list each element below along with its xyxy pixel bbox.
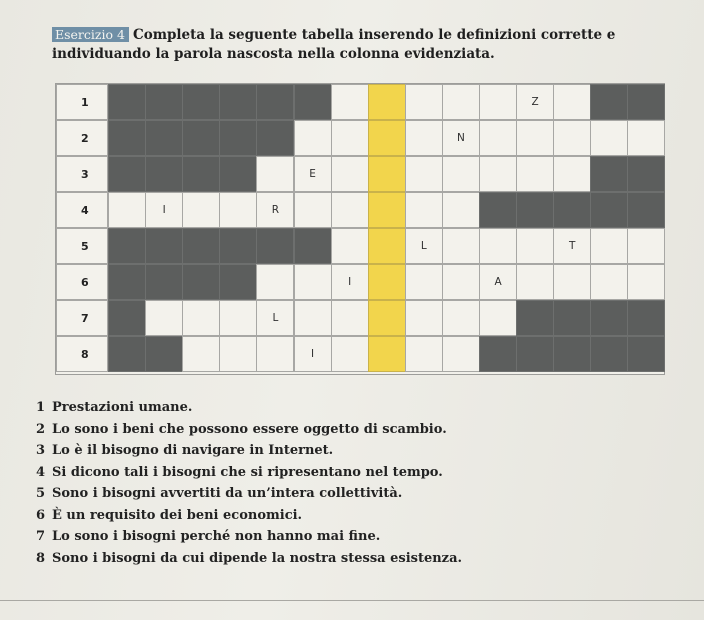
row-number: 1 — [56, 84, 108, 120]
clue-item — [36, 419, 676, 441]
shaded-cell — [145, 228, 183, 264]
shaded-cell — [108, 336, 146, 372]
row-number: 8 — [56, 336, 108, 372]
exercise-header — [52, 26, 692, 64]
clue-text: Lo sono i beni che possono essere oggetto di scambio. — [52, 421, 447, 437]
page-divider — [0, 600, 704, 601]
letter-cell[interactable]: I — [331, 264, 369, 300]
letter-cell[interactable]: I — [294, 336, 332, 372]
shaded-cell — [219, 156, 257, 192]
empty-cell[interactable] — [405, 300, 443, 336]
shaded-cell — [108, 156, 146, 192]
shaded-cell — [145, 264, 183, 300]
empty-cell[interactable] — [331, 156, 369, 192]
empty-cell[interactable] — [479, 300, 517, 336]
exercise-instruction: Completa la seguente tabella inserendo le definizioni corrette e individuando la parola nascosta nella colonna evidenziata. — [52, 27, 616, 62]
empty-cell[interactable] — [442, 264, 480, 300]
shaded-cell — [219, 120, 257, 156]
empty-cell[interactable] — [442, 300, 480, 336]
empty-cell[interactable] — [553, 264, 591, 300]
clue-item — [36, 505, 676, 527]
empty-cell[interactable] — [442, 156, 480, 192]
empty-cell[interactable] — [331, 336, 369, 372]
shaded-cell — [256, 120, 294, 156]
empty-cell[interactable] — [219, 192, 257, 228]
empty-cell[interactable] — [331, 192, 369, 228]
shaded-cell — [182, 156, 220, 192]
shaded-cell — [627, 84, 665, 120]
clue-text: È un requisito dei beni economici. — [52, 507, 303, 523]
clue-number: 6 — [36, 507, 46, 523]
empty-cell[interactable] — [331, 120, 369, 156]
empty-cell[interactable] — [479, 228, 517, 264]
empty-cell[interactable] — [182, 300, 220, 336]
clue-text: Sono i bisogni avvertiti da un’intera collettività. — [52, 486, 403, 501]
row-number: 5 — [56, 228, 108, 264]
empty-cell[interactable] — [256, 156, 294, 192]
empty-cell[interactable] — [553, 84, 591, 120]
shaded-cell — [219, 264, 257, 300]
empty-cell[interactable] — [256, 336, 294, 372]
empty-cell[interactable] — [405, 264, 443, 300]
empty-cell[interactable] — [294, 192, 332, 228]
letter-cell[interactable]: L — [405, 228, 443, 264]
row-number: 6 — [56, 264, 108, 300]
shaded-cell — [182, 264, 220, 300]
clue-number: 1 — [36, 400, 46, 415]
shaded-cell — [145, 84, 183, 120]
empty-cell[interactable] — [405, 120, 443, 156]
clue-number: 2 — [36, 421, 46, 437]
shaded-cell — [553, 192, 591, 228]
empty-cell[interactable] — [256, 264, 294, 300]
clue-number: 5 — [36, 486, 46, 501]
letter-cell[interactable]: L — [256, 300, 294, 336]
empty-cell[interactable] — [108, 192, 146, 228]
highlighted-cell[interactable] — [368, 120, 406, 156]
clue-item — [36, 526, 676, 548]
shaded-cell — [219, 228, 257, 264]
shaded-cell — [108, 120, 146, 156]
clue-item — [36, 440, 676, 462]
highlighted-cell[interactable] — [368, 84, 406, 120]
shaded-cell — [182, 120, 220, 156]
shaded-cell — [145, 156, 183, 192]
clue-number: 4 — [36, 464, 46, 480]
empty-cell[interactable] — [331, 300, 369, 336]
empty-cell[interactable] — [405, 156, 443, 192]
empty-cell[interactable] — [516, 156, 554, 192]
highlighted-cell[interactable] — [368, 228, 406, 264]
empty-cell[interactable] — [219, 300, 257, 336]
shaded-cell — [108, 300, 146, 336]
row-number: 7 — [56, 300, 108, 336]
shaded-cell — [145, 336, 183, 372]
empty-cell[interactable] — [294, 300, 332, 336]
grid-row-8 — [56, 336, 664, 372]
grid-row-4 — [56, 192, 664, 228]
empty-cell[interactable] — [627, 264, 665, 300]
grid-row-7 — [56, 300, 664, 336]
shaded-cell — [219, 84, 257, 120]
shaded-cell — [145, 120, 183, 156]
letter-cell[interactable]: N — [442, 120, 480, 156]
shaded-cell — [590, 192, 628, 228]
shaded-cell — [479, 192, 517, 228]
empty-cell[interactable] — [405, 84, 443, 120]
shaded-cell — [590, 336, 628, 372]
empty-cell[interactable] — [479, 84, 517, 120]
empty-cell[interactable] — [590, 264, 628, 300]
shaded-cell — [516, 336, 554, 372]
empty-cell[interactable] — [442, 336, 480, 372]
shaded-cell — [590, 300, 628, 336]
empty-cell[interactable] — [479, 120, 517, 156]
empty-cell[interactable] — [182, 192, 220, 228]
shaded-cell — [627, 192, 665, 228]
empty-cell[interactable] — [442, 228, 480, 264]
shaded-cell — [108, 84, 146, 120]
empty-cell[interactable] — [553, 156, 591, 192]
empty-cell[interactable] — [516, 120, 554, 156]
empty-cell[interactable] — [442, 84, 480, 120]
letter-cell[interactable]: E — [294, 156, 332, 192]
grid-row-2 — [56, 120, 664, 156]
clue-number: 7 — [36, 529, 46, 544]
empty-cell[interactable] — [479, 156, 517, 192]
clue-item — [36, 548, 676, 570]
row-number: 2 — [56, 120, 108, 156]
exercise-label: Esercizio 4 — [52, 27, 129, 42]
letter-cell[interactable]: R — [256, 192, 294, 228]
shaded-cell — [627, 336, 665, 372]
clue-item — [36, 397, 676, 419]
letter-cell[interactable]: T — [553, 228, 591, 264]
empty-cell[interactable] — [590, 120, 628, 156]
shaded-cell — [256, 84, 294, 120]
empty-cell[interactable] — [405, 192, 443, 228]
clue-item — [36, 483, 676, 505]
letter-cell[interactable]: A — [479, 264, 517, 300]
grid-row-6 — [56, 264, 664, 300]
shaded-cell — [516, 192, 554, 228]
shaded-cell — [516, 300, 554, 336]
clue-text: Prestazioni umane. — [52, 400, 193, 415]
highlighted-cell[interactable] — [368, 192, 406, 228]
empty-cell[interactable] — [294, 120, 332, 156]
shaded-cell — [294, 84, 332, 120]
row-number: 4 — [56, 192, 108, 228]
shaded-cell — [553, 336, 591, 372]
shaded-cell — [627, 156, 665, 192]
clue-text: Lo è il bisogno di navigare in Internet. — [52, 443, 334, 458]
empty-cell[interactable] — [442, 192, 480, 228]
shaded-cell — [479, 336, 517, 372]
clue-number: 3 — [36, 443, 46, 458]
empty-cell[interactable] — [219, 336, 257, 372]
grid-row-5 — [56, 228, 664, 264]
empty-cell[interactable] — [182, 336, 220, 372]
empty-cell[interactable] — [627, 228, 665, 264]
highlighted-cell[interactable] — [368, 264, 406, 300]
shaded-cell — [182, 84, 220, 120]
letter-cell[interactable]: I — [145, 192, 183, 228]
empty-cell[interactable] — [145, 300, 183, 336]
empty-cell[interactable] — [516, 228, 554, 264]
empty-cell[interactable] — [331, 228, 369, 264]
grid-row-1 — [56, 84, 664, 120]
empty-cell[interactable] — [590, 228, 628, 264]
letter-cell[interactable]: Z — [516, 84, 554, 120]
clue-item — [36, 462, 676, 484]
clue-number: 8 — [36, 550, 46, 566]
empty-cell[interactable] — [553, 120, 591, 156]
highlighted-cell[interactable] — [368, 336, 406, 372]
empty-cell[interactable] — [627, 120, 665, 156]
grid-row-3 — [56, 156, 664, 192]
shaded-cell — [627, 300, 665, 336]
empty-cell[interactable] — [294, 264, 332, 300]
clue-text: Lo sono i bisogni perché non hanno mai fine. — [52, 529, 381, 544]
clue-text: Sono i bisogni da cui dipende la nostra stessa esistenza. — [52, 550, 463, 566]
highlighted-cell[interactable] — [368, 156, 406, 192]
shaded-cell — [590, 156, 628, 192]
shaded-cell — [108, 228, 146, 264]
clues-list — [36, 397, 676, 569]
empty-cell[interactable] — [331, 84, 369, 120]
row-number: 3 — [56, 156, 108, 192]
shaded-cell — [590, 84, 628, 120]
shaded-cell — [182, 228, 220, 264]
shaded-cell — [294, 228, 332, 264]
shaded-cell — [256, 228, 294, 264]
clue-text: Si dicono tali i bisogni che si ripresentano nel tempo. — [52, 464, 443, 480]
empty-cell[interactable] — [405, 336, 443, 372]
empty-cell[interactable] — [516, 264, 554, 300]
shaded-cell — [553, 300, 591, 336]
highlighted-cell[interactable] — [368, 300, 406, 336]
shaded-cell — [108, 264, 146, 300]
crossword-grid — [55, 83, 665, 375]
